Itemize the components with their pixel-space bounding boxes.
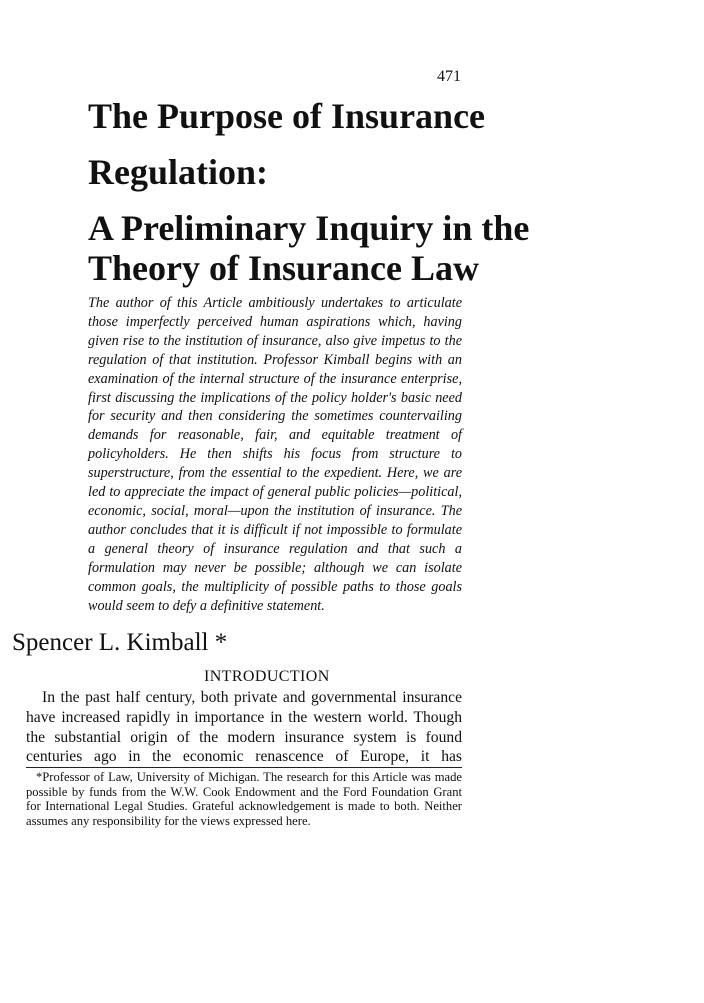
author-name: Spencer L. Kimball * xyxy=(12,629,228,656)
abstract xyxy=(88,294,462,615)
body-text xyxy=(26,688,462,767)
title-line-3: A Preliminary Inquiry in the xyxy=(88,208,530,248)
title-line-2: Regulation: xyxy=(88,152,268,192)
title-line-4: Theory of Insurance Law xyxy=(88,248,480,288)
footnote-text: *Professor of Law, University of Michigan. The research for this Article was made possible by funds from the W.W. Cook Endowment and the Ford Foundation Grant for International Legal Studies. Grateful acknowledgement is made to both. Neither assumes any responsibility for the views expressed here. xyxy=(26,770,462,828)
section-heading: INTRODUCTION xyxy=(204,668,330,685)
page-number: 471 xyxy=(437,68,461,85)
footnote xyxy=(26,770,462,828)
footnote-divider xyxy=(26,767,462,768)
title-line-1: The Purpose of Insurance xyxy=(88,96,486,136)
abstract-text: The author of this Article ambitiously undertakes to articulate those imperfectly perceived human aspirations which, having given rise to the institution of insurance, also give impetus to the regulation of that institution. Professor Kimball begins with an examination of the internal structure of the insurance enterprise, first discussing the implications of the policy holder's basic need for security and then considering the sometimes countervailing demands for reasonable, fair, and equitable treatment of policyholders. He then shifts his focus from structure to superstructure, from the essential to the expedient. Here, we are led to appreciate the impact of general public policies—political, economic, social, moral—upon the institution of insurance. The author concludes that it is difficult if not impossible to formulate a general theory of insurance regulation and that such a formulation may never be possible; although we can isolate common goals, the multiplicity of possible paths to those goals would seem to defy a definitive statement. xyxy=(88,295,462,614)
body-paragraph: In the past half century, both private and governmental insurance have increased rapidly in importance in the western world. Though the substantial origin of the modern insurance system is found centuries ago in the economic renascence of Europe, it has xyxy=(26,689,462,766)
